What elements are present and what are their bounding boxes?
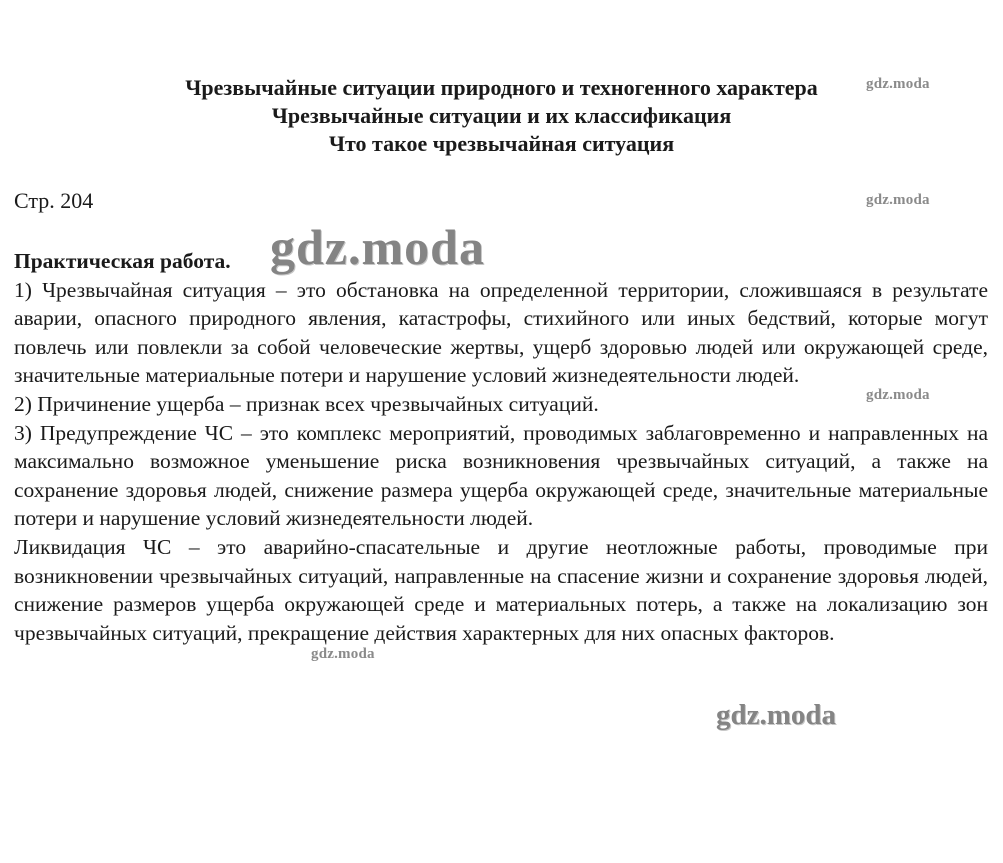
paragraph-4: Ликвидация ЧС – это аварийно-спасательные и другие неотложные работы, проводимые при возникновении чрезвычайных ситуаций, направленные на спасение жизни и сохранение здоровья людей, снижение размеров ущерба окружающей среде и материальных потерь, а также на локализацию зон чрезвычайных ситуаций, прекращение действия характерных для них опасных факторов. xyxy=(14,534,988,645)
paragraph-3: 3) Предупреждение ЧС – это комплекс мероприятий, проводимых заблаговременно и направленных на максимально возможное уменьшение риска возникновения чрезвычайных ситуаций, а также на сохранение здоровья людей, снижение размера ущерба окружающей среде, значительные материальные потери и нарушение условий жизнедеятельности людей. xyxy=(14,420,988,531)
watermark: gdz.moda xyxy=(866,192,930,208)
subsection-heading: Что такое чрезвычайная ситуация xyxy=(328,131,675,156)
paragraph-1: 1) Чрезвычайная ситуация – это обстановка на определенной территории, сложившаяся в результате аварии, опасного природного явления, катастрофы, стихийного или иных бедствий, которые могут повлечь или повлекли за собой человеческие жертвы, ущерб здоровью людей или окружающей среде, значительные материальные потери и нарушение условий жизнедеятельности людей. xyxy=(14,277,988,388)
paragraph-2: 2) Причинение ущерба – признак всех чрезвычайных ситуаций. xyxy=(14,391,599,416)
answer-body xyxy=(14,247,988,647)
section-heading: Чрезвычайные ситуации и их классификация xyxy=(271,103,732,128)
practical-work-title: Практическая работа. xyxy=(14,249,231,273)
heading-block xyxy=(0,74,1003,158)
watermark-large: gdz.moda xyxy=(270,219,485,275)
watermark: gdz.moda xyxy=(866,387,930,403)
watermark-large: gdz.moda xyxy=(716,699,837,731)
watermark: gdz.moda xyxy=(311,646,375,662)
chapter-title: Чрезвычайные ситуации природного и техногенного характера xyxy=(185,75,818,100)
page-reference: Стр. 204 xyxy=(14,188,94,213)
watermark: gdz.moda xyxy=(866,76,930,92)
